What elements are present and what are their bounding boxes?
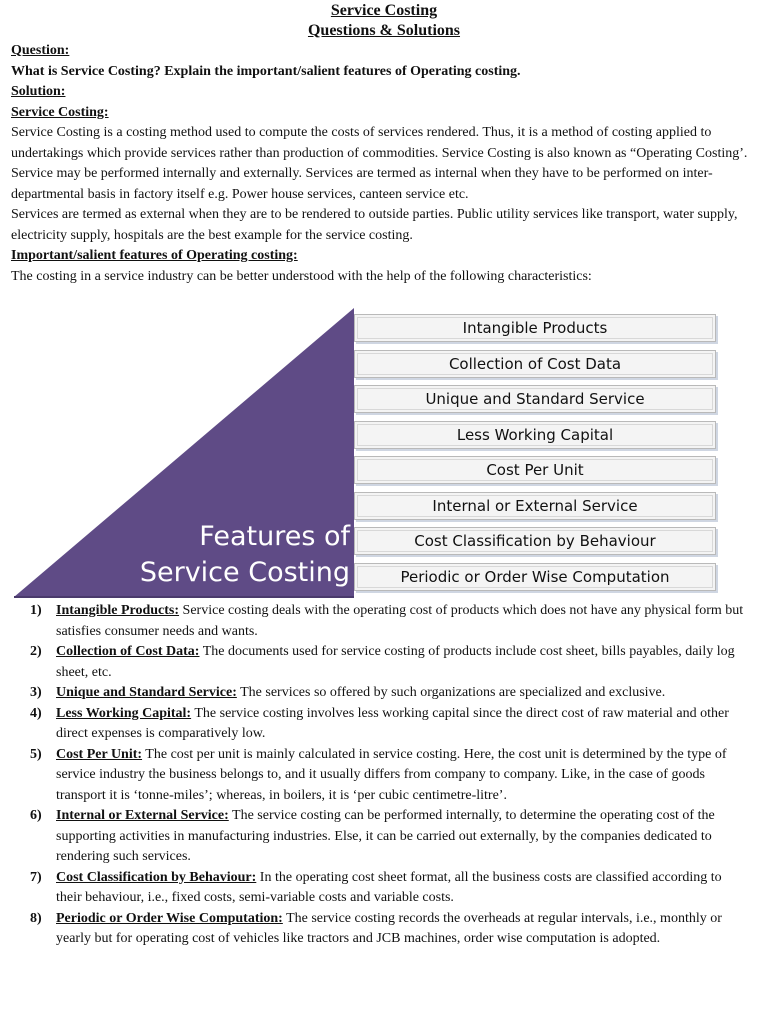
list-description: In the operating cost sheet format, all the business costs are classified according to their behaviour, i.e., fixed costs, semi-variable costs and variable costs.: [56, 869, 722, 905]
paragraph-external: Services are termed as external when they are to be rendered to outside parties. Public utility services like transport, water supply, electricity supply, hospitals are the best example for the service costing.: [11, 207, 738, 243]
feature-label: Unique and Standard Service: [425, 390, 645, 408]
feature-box-less-working-capital: [354, 421, 716, 449]
list-term: Intangible Products:: [56, 603, 180, 618]
feature-label: Intangible Products: [462, 319, 608, 337]
list-number: 7): [30, 869, 42, 885]
list-description: Service costing deals with the operating cost of products which does not have any physical form but satisfies consumer needs and wants.: [56, 603, 744, 639]
list-number: 2): [30, 644, 42, 659]
list-number: 8): [30, 910, 42, 926]
question-label: Question:: [11, 43, 70, 58]
paragraph-internal: Service may be performed internally and externally. Services are termed as internal when they have to be performed on inter-departmental basis in factory itself e.g. Power house services, canteen service etc.: [11, 166, 713, 202]
feature-box-periodic-or-order-wise-computation: [354, 563, 716, 591]
solution-label: Solution:: [11, 84, 66, 99]
feature-box-collection-of-cost-data: [354, 350, 716, 378]
triangle-caption-line1: Features of: [199, 521, 350, 552]
service-costing-heading: Service Costing:: [11, 104, 109, 120]
feature-label: Cost Classification by Behaviour: [414, 532, 656, 550]
list-term: Cost Per Unit:: [56, 746, 143, 762]
feature-label: Periodic or Order Wise Computation: [400, 568, 670, 586]
list-term: Cost Classification by Behaviour:: [56, 869, 257, 885]
list-item: [30, 868, 748, 909]
paragraph-definition: Service Costing is a costing method used to compute the costs of services rendered. Thus, it is a method of costing applied to undertakings which provide services rather than production of commodities. Service Costing is also known as “Operating Costing’.: [11, 125, 748, 161]
features-intro: The costing in a service industry can be better understood with the help of the following characteristics:: [11, 268, 592, 284]
list-description: The service costing can be performed internally, to determine the operating cost of the supporting activities in manufacturing industries. Else, it can be carried out externally, by the companies dedicated to rendering such services.: [56, 808, 715, 864]
feature-label: Collection of Cost Data: [448, 355, 622, 373]
features-list: [30, 601, 748, 950]
list-item: [30, 806, 748, 868]
list-item: [30, 909, 748, 950]
list-number: 4): [30, 705, 42, 721]
list-term: Collection of Cost Data:: [56, 644, 200, 659]
list-number: 5): [30, 746, 42, 762]
feature-box-internal-or-external-service: [354, 492, 716, 520]
list-number: 1): [30, 603, 42, 618]
list-description: The documents used for service costing of products include cost sheet, bills payables, daily log sheet, etc.: [56, 644, 735, 680]
question-text: What is Service Costing? Explain the important/salient features of Operating costing.: [11, 63, 521, 79]
feature-box-unique-and-standard-service: [354, 385, 716, 413]
list-number: 6): [30, 808, 42, 823]
feature-label: Internal or External Service: [432, 497, 638, 515]
list-number: 3): [30, 685, 42, 700]
features-heading: Important/salient features of Operating costing:: [11, 248, 298, 263]
list-description: The service costing involves less working capital since the direct cost of raw material and other direct expenses is comparatively low.: [56, 705, 729, 741]
list-term: Unique and Standard Service:: [56, 685, 237, 700]
list-term: Less Working Capital:: [56, 705, 192, 721]
feature-label: Cost Per Unit: [486, 461, 584, 479]
list-description: The services so offered by such organizations are specialized and exclusive.: [236, 685, 666, 700]
list-item: [30, 683, 748, 704]
feature-box-cost-per-unit: [354, 456, 716, 484]
feature-box-cost-classification-by-behaviour: [354, 527, 716, 555]
document-title: Service Costing: [330, 2, 438, 19]
features-diagram: [12, 308, 728, 598]
list-item: [30, 601, 748, 642]
list-item: [30, 704, 748, 745]
feature-label: Less Working Capital: [456, 426, 614, 444]
list-item: [30, 642, 748, 683]
triangle-caption-line2: Service Costing: [139, 557, 350, 588]
list-description: The cost per unit is mainly calculated in service costing. Here, the cost unit is determined by the type of service industry the business belongs to, and it usually differs from company to company. Like, in the case of goods transport it is ‘tonne-miles’; whereas, in boilers, it is ‘per cubic centimetre-litre’.: [56, 746, 727, 803]
list-term: Internal or External Service:: [56, 808, 229, 823]
list-item: [30, 745, 748, 807]
document-subtitle: Questions & Solutions: [307, 22, 461, 39]
list-description: The service costing records the overheads at regular intervals, i.e., monthly or yearly but for operating cost of vehicles like tractors and JCB machines, order wise computation is adopted.: [56, 910, 722, 946]
feature-box-intangible-products: [354, 314, 716, 342]
list-term: Periodic or Order Wise Computation:: [56, 910, 283, 926]
